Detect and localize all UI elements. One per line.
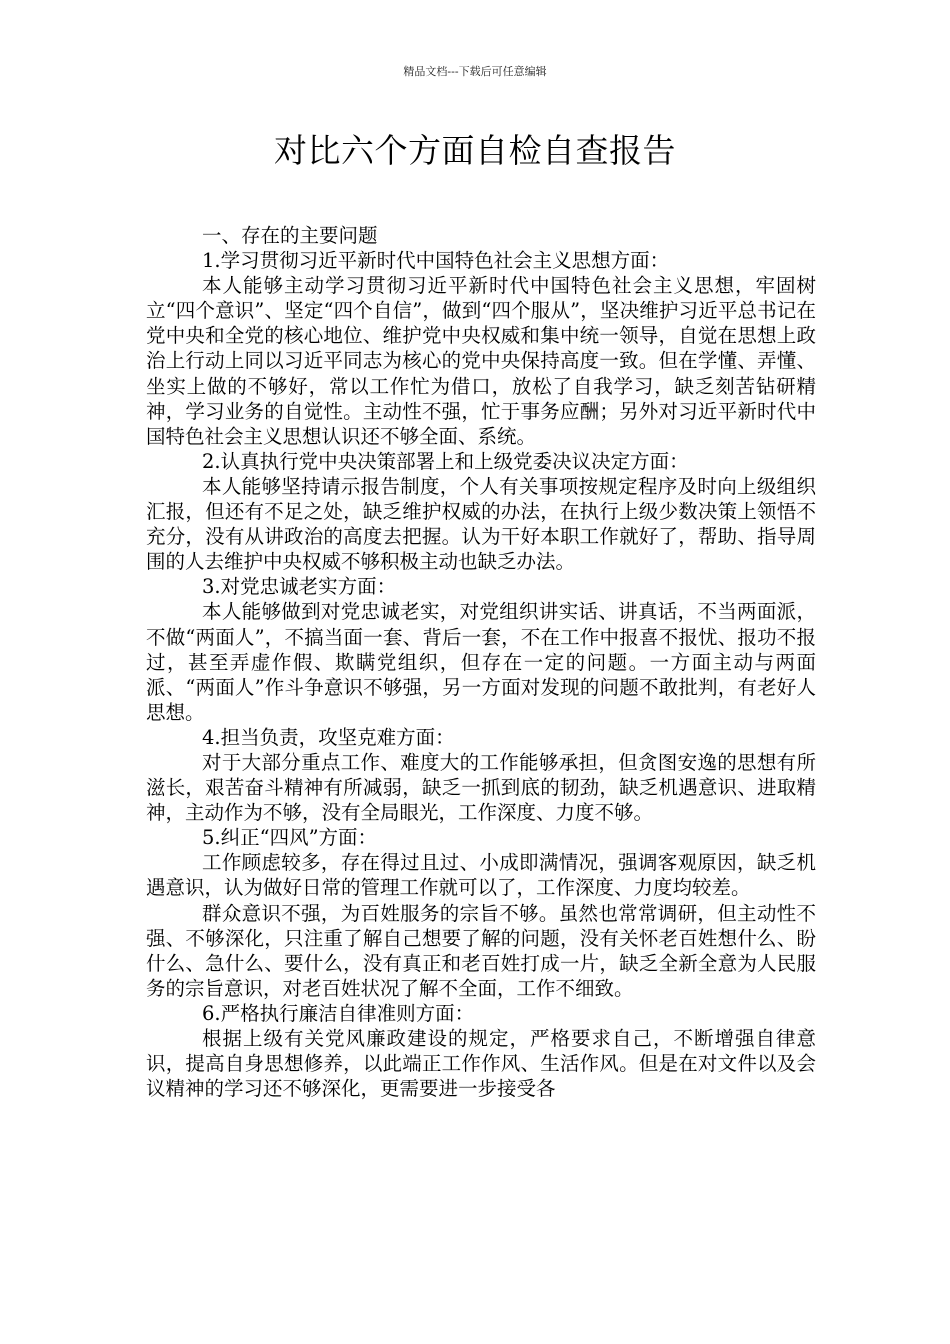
page-header: 精品文档---下载后可任意编辑 (403, 65, 547, 78)
item-heading-2: 2.认真执行党中央决策部署上和上级党委决议决定方面： (202, 449, 689, 473)
item-heading-1: 1.学习贯彻习近平新时代中国特色社会主义思想方面： (202, 249, 670, 273)
item-heading-4: 4.担当负责，攻坚克难方面： (202, 725, 455, 749)
document-title: 对比六个方面自检自查报告 (274, 131, 676, 170)
document-body (146, 223, 816, 1101)
paragraph: 工作顾虑较多，存在得过且过、小成即满情况，强调客观原因，缺乏机遇意识，认为做好日常的管理工作就可以了，工作深度、力度均较差。 (146, 851, 816, 900)
paragraph: 本人能够主动学习贯彻习近平新时代中国特色社会主义思想，牢固树立“四个意识”、坚定“四个自信”，做到“四个服从”，坚决维护习近平总书记在党中央和全党的核心地位、维护党中央权威和集中统一领导，自觉在思想上政治上行动上同以习近平同志为核心的党中央保持高度一致。但在学懂、弄懂、坐实上做的不够好，常以工作忙为借口，放松了自我学习，缺乏刻苦钻研精神，学习业务的自觉性。主动性不强，忙于事务应酬；另外对习近平新时代中国特色社会主义思想认识还不够全面、系统。 (146, 274, 816, 448)
paragraph: 本人能够坚持请示报告制度，个人有关事项按规定程序及时向上级组织汇报，但还有不足之处，缺乏维护权威的办法，在执行上级少数决策上领悟不充分，没有从讲政治的高度去把握。认为干好本职工作就好了，帮助、指导周围的人去维护中央权威不够积极主动也缺乏办法。 (146, 474, 816, 574)
item-heading-5: 5.纠正“四风”方面： (202, 826, 378, 850)
paragraph: 本人能够做到对党忠诚老实，对党组织讲实话、讲真话，不当两面派，不做“两面人”，不搞当面一套、背后一套，不在工作中报喜不报忧、报功不报过，甚至弄虚作假、欺瞒党组织，但存在一定的问题。一方面主动与两面派、“两面人”作斗争意识不够强，另一方面对发现的问题不敢批判，有老好人思想。 (146, 600, 816, 724)
item-heading-3: 3.对党忠诚老实方面： (202, 575, 397, 599)
item-heading-6: 6.严格执行廉洁自律准则方面： (202, 1001, 475, 1025)
paragraph: 根据上级有关党风廉政建设的规定，严格要求自己，不断增强自律意识，提高自身思想修养，以此端正工作作风、生活作风。但是在对文件以及会议精神的学习还不够深化，更需要进一步接受各 (146, 1027, 816, 1101)
section-heading-problems: 一、存在的主要问题 (202, 224, 378, 247)
paragraph: 群众意识不强，为百姓服务的宗旨不够。虽然也常常调研，但主动性不强、不够深化，只注重了解自己想要了解的问题，没有关怀老百姓想什么、盼什么、急什么、要什么，没有真正和老百姓打成一片，缺乏全新全意为人民服务的宗旨意识，对老百姓状况了解不全面，工作不细致。 (146, 901, 816, 1000)
paragraph: 对于大部分重点工作、难度大的工作能够承担，但贪图安逸的思想有所滋长，艰苦奋斗精神有所减弱，缺乏一抓到底的韧劲，缺乏机遇意识、进取精神，主动作为不够，没有全局眼光，工作深度、力度不够。 (146, 750, 816, 825)
